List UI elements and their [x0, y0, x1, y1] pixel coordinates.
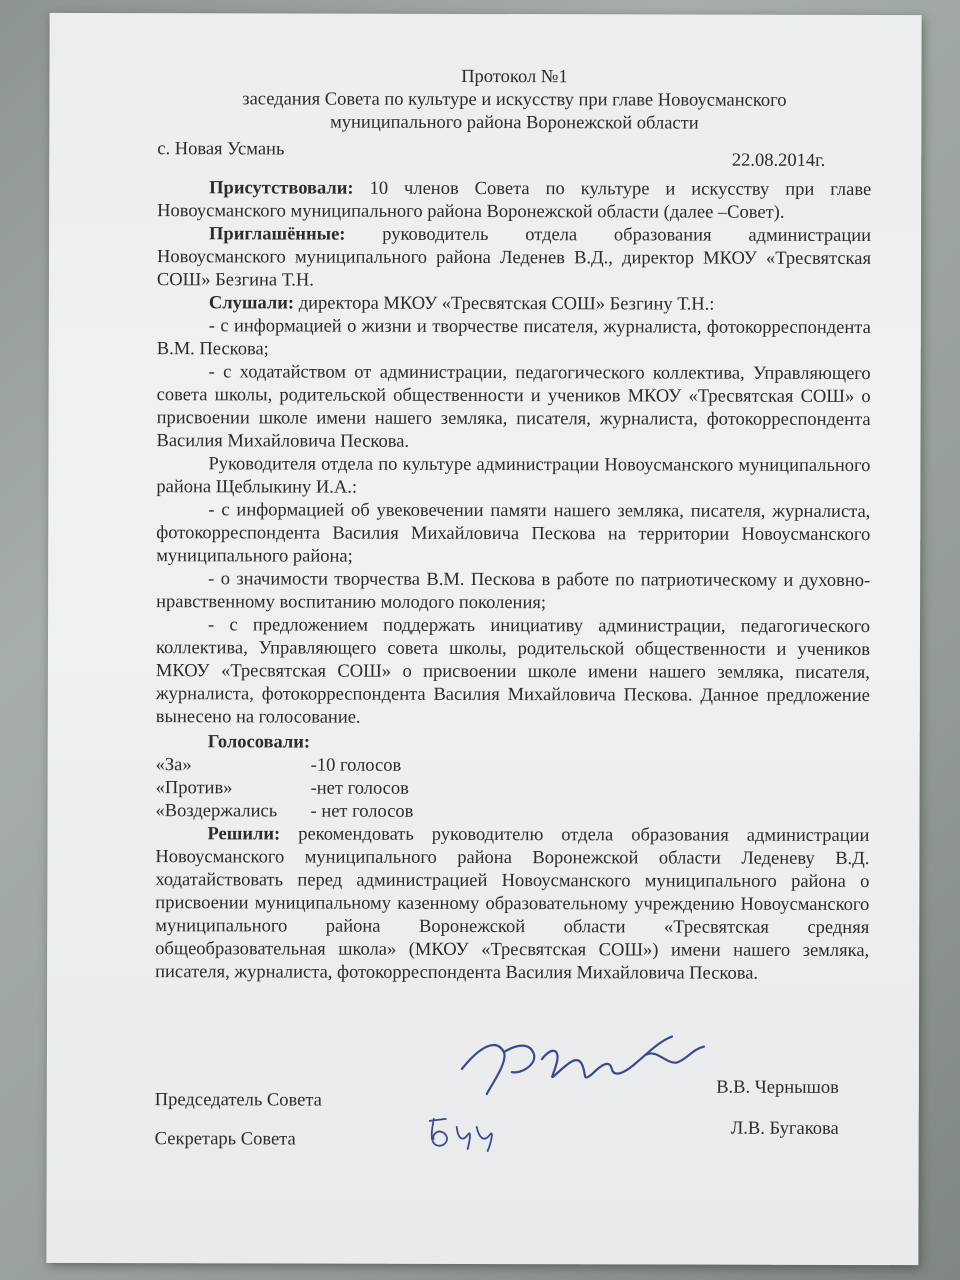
decision-text: рекомендовать руководителю отдела образования администрации Новоусманского муниципального района Воронежской области Леденеву В.Д. ходатайствовать перед администрацией Новоусманского муниципального района о присвоении муниципальному казенному образовательному учреждению Новоусманского муниципального района Воронежской области «Тресвятская средняя общеобразовательная школа» (МКОУ «Тресвятская СОШ») имени нашего земляка, писателя, журналиста, фотокорреспондента Василия Михайловича Пескова. — [155, 824, 870, 984]
heard-item-1: - с информацией о жизни и творчестве писателя, журналиста, фотокорреспондента В.М. Пескова; — [156, 316, 871, 360]
heard-item-3: - с информацией об увековечении памяти нашего земляка, писателя, журналиста, фотокорреспондента Василия Михайловича Пескова на территории Новоусманского муниципального района; — [156, 500, 871, 567]
voting-label: Голосовали: — [207, 732, 311, 753]
present-paragraph — [157, 177, 871, 225]
heard-item-2: - с ходатайством от администрации, педагогического коллектива, Управляющего совета школы, родительской общественности и учеников МКОУ «Тресвятская СОШ» о присвоении школе имени нашего земляка, писателя, журналиста, фотокорреспондента Василия Михайловича Пескова. — [156, 362, 871, 452]
heard-label: Слушали: — [208, 293, 295, 314]
invited-text: руководитель отдела образования администрации Новоусманского муниципального района Леденев В.Д., директор МКОУ «Тресвятская СОШ» Безгина Т.Н. — [156, 224, 872, 291]
decision-label: Решили: — [207, 824, 281, 845]
document-subtitle-line2: муниципального района Воронежской области — [330, 112, 699, 134]
document-sheet — [46, 13, 921, 1265]
heard-paragraph — [157, 292, 871, 317]
vote-key: «Воздержались — [155, 801, 278, 822]
vote-row — [156, 800, 870, 825]
vote-value: -нет голосов — [310, 778, 409, 799]
vote-key: «Против» — [155, 778, 233, 799]
present-label: Присутствовали: — [209, 178, 354, 199]
heard-text: директора МКОУ «Тресвятская СОШ» Безгину Т.Н.: — [294, 293, 715, 315]
vote-row — [156, 754, 870, 779]
chair-name: В.В. Чернышов — [716, 1077, 839, 1098]
document-title: Протокол №1 — [461, 66, 568, 88]
decision-paragraph — [155, 823, 869, 986]
chair-signature-icon — [442, 1024, 722, 1105]
vote-value: -10 голосов — [310, 755, 402, 776]
chair-title: Председатель Совета — [154, 1090, 322, 1111]
secretary-title: Секретарь Совета — [154, 1129, 296, 1150]
second-speaker: Руководителя отдела по культуре администрации Новоусманского муниципального района Щеблыкину И.А.: — [156, 454, 871, 498]
secretary-name: Л.В. Бугакова — [730, 1118, 839, 1139]
document-body — [154, 65, 872, 1150]
vote-value: - нет голосов — [310, 801, 414, 822]
place-date-row — [157, 138, 871, 173]
voting-table — [156, 754, 870, 825]
secretary-signature-icon — [422, 1109, 512, 1154]
date: 22.08.2014г. — [731, 150, 826, 171]
present-text: 10 членов Совета по культуре и искусству при главе Новоусманского муниципального района Воронежской области (далее –Совет). — [157, 178, 872, 223]
heard-item-5: - с предложением поддержать инициативу администрации, педагогического коллектива, Управляющего совета школы, родительской общественности и учеников МКОУ «Тресвятская СОШ» о присвоении школе имени нашего земляка, писателя, журналиста, фотокорреспондента Василия Михайловича Пескова. Данное предложение вынесено на голосование. — [155, 615, 871, 728]
vote-row — [156, 777, 870, 802]
place: с. Новая Усмань — [157, 139, 285, 160]
heard-item-4: - о значимости творчества В.М. Пескова в работе по патриотическому и духовно-нравственному воспитанию молодого поколения; — [156, 569, 871, 614]
vote-key: «За» — [155, 755, 192, 776]
document-subtitle-line1: заседания Совета по культуре и искусству при главе Новоусманского — [242, 89, 787, 111]
invited-paragraph — [157, 223, 871, 294]
invited-label: Приглашённые: — [209, 224, 346, 245]
